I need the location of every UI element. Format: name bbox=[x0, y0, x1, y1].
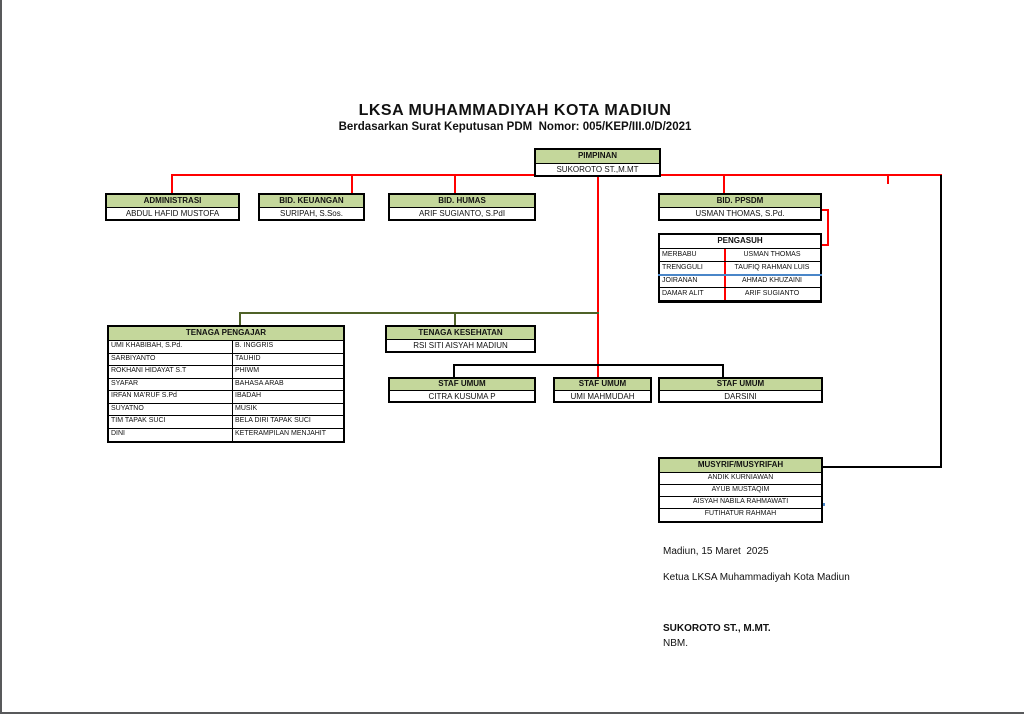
org-box-value: ABDUL HAFID MUSTOFA bbox=[125, 208, 220, 218]
connector-black-stub-staf1 bbox=[453, 364, 455, 378]
window-border-left bbox=[0, 0, 2, 714]
teacher-name: TIM TAPAK SUCI bbox=[111, 417, 166, 424]
org-box-header: BID. PPSDM bbox=[660, 195, 820, 208]
teacher-name: DINI bbox=[111, 429, 125, 437]
table-row bbox=[109, 341, 343, 354]
pengasuh-location: JOIRANAN bbox=[662, 277, 698, 284]
org-box-value: SUKOROTO ST.,M.MT bbox=[556, 164, 639, 174]
teacher-subject: BAHASA ARAB bbox=[232, 379, 343, 391]
org-box-keuangan bbox=[258, 193, 365, 221]
teacher-subject: PHIWM bbox=[232, 366, 343, 378]
org-box-administrasi bbox=[105, 193, 240, 221]
teacher-subject: B. INGGRIS bbox=[232, 341, 343, 353]
page-title: LKSA MUHAMMADIYAH KOTA MADIUN bbox=[358, 102, 672, 119]
org-box-pimpinan bbox=[534, 148, 661, 177]
org-box-value: SURIPAH, S.Sos. bbox=[280, 208, 343, 218]
table-row bbox=[660, 509, 821, 521]
connector-red-stub-keuangan bbox=[351, 174, 353, 193]
org-box-header: STAF UMUM bbox=[390, 379, 534, 391]
org-box-humas bbox=[388, 193, 536, 221]
org-box-value: RSI SITI AISYAH MADIUN bbox=[413, 340, 508, 350]
musyrif-name: AISYAH NABILA RAHMAWATI bbox=[692, 498, 789, 505]
pengasuh-name: USMAN THOMAS bbox=[724, 249, 818, 261]
teacher-name: ROKHANI HIDAYAT S.T bbox=[111, 367, 187, 374]
org-box-header: BID. KEUANGAN bbox=[260, 195, 363, 208]
pengasuh-name: AHMAD KHUZAINI bbox=[724, 275, 818, 287]
teacher-name: SARBIYANTO bbox=[111, 354, 156, 362]
table-row bbox=[660, 497, 821, 509]
table-row bbox=[109, 366, 343, 379]
connector-green-horizontal bbox=[239, 312, 599, 314]
musyrif-name: ANDIK KURNIAWAN bbox=[707, 474, 774, 481]
connector-red-stub-administrasi bbox=[171, 174, 173, 193]
signature-nbm: NBM. bbox=[663, 638, 688, 649]
signature-place-date: Madiun, 15 Maret 2025 bbox=[663, 546, 769, 557]
org-box-ppsdm bbox=[658, 193, 822, 221]
connector-black-staf-horizontal bbox=[453, 364, 724, 366]
org-box-header: STAF UMUM bbox=[555, 379, 650, 391]
pengasuh-name: ARIF SUGIANTO bbox=[724, 288, 818, 300]
teacher-subject: IBADAH bbox=[232, 391, 343, 403]
tenaga-pengajar-title: TENAGA PENGAJAR bbox=[109, 327, 343, 341]
page-subtitle: Berdasarkan Surat Keputusan PDM Nomor: 005/KEP/III.0/D/2021 bbox=[338, 121, 692, 133]
teacher-subject: TAUHID bbox=[232, 354, 343, 366]
org-box-staf-umum-1 bbox=[388, 377, 536, 403]
table-row bbox=[660, 485, 821, 497]
pengasuh-location: DAMAR ALIT bbox=[662, 290, 704, 297]
pengasuh-location: TRENGGULI bbox=[662, 264, 703, 271]
table-row bbox=[109, 391, 343, 404]
connector-black-stub-staf3 bbox=[722, 364, 724, 378]
connector-red-tick bbox=[887, 174, 889, 184]
musyrif-name: AYUB MUSTAQIM bbox=[711, 486, 770, 493]
table-row bbox=[660, 473, 821, 485]
connector-red-bracket-vertical bbox=[827, 209, 829, 246]
org-box-staf-umum-2 bbox=[553, 377, 652, 403]
blue-row-underline bbox=[658, 274, 822, 276]
org-box-value: USMAN THOMAS, S.Pd. bbox=[695, 208, 785, 218]
org-box-value: UMI MAHMUDAH bbox=[570, 391, 635, 401]
teacher-subject: BELA DIRI TAPAK SUCI bbox=[232, 416, 343, 428]
table-row bbox=[109, 404, 343, 417]
connector-green-stub-kesehatan bbox=[454, 312, 456, 326]
org-box-value: ARIF SUGIANTO, S.PdI bbox=[418, 208, 506, 218]
musyrif-table bbox=[658, 457, 823, 523]
org-box-header: PIMPINAN bbox=[536, 150, 659, 164]
connector-black-right-vertical bbox=[940, 175, 942, 468]
table-row bbox=[109, 354, 343, 367]
signature-role: Ketua LKSA Muhammadiyah Kota Madiun bbox=[663, 572, 850, 583]
org-box-tenaga-kesehatan bbox=[385, 325, 536, 353]
teacher-subject: MUSIK bbox=[232, 404, 343, 416]
connector-red-stub-ppsdm bbox=[723, 174, 725, 193]
pengasuh-table-title: PENGASUH bbox=[660, 235, 820, 249]
musyrif-table-title: MUSYRIF/MUSYRIFAH bbox=[660, 459, 821, 473]
table-row bbox=[109, 429, 343, 442]
table-row bbox=[109, 416, 343, 429]
teacher-name: IRFAN MA'RUF S.Pd bbox=[111, 392, 177, 399]
teacher-name: UMI KHABIBAH, S.Pd. bbox=[111, 342, 183, 349]
org-box-value: DARSINI bbox=[724, 391, 757, 401]
signature-name: SUKOROTO ST., M.MT. bbox=[663, 623, 771, 634]
table-row bbox=[660, 249, 820, 262]
pengasuh-location: MERBABU bbox=[662, 251, 697, 258]
org-box-header: STAF UMUM bbox=[660, 379, 821, 391]
pengasuh-name: TAUFIQ RAHMAN LUIS bbox=[724, 262, 818, 274]
connector-green-stub-pengajar bbox=[239, 312, 241, 326]
connector-black-musyrif-horizontal bbox=[823, 466, 942, 468]
table-row bbox=[660, 275, 820, 288]
org-box-header: ADMINISTRASI bbox=[107, 195, 238, 208]
connector-red-center-vertical bbox=[597, 176, 599, 377]
table-row bbox=[660, 288, 820, 301]
table-row bbox=[109, 379, 343, 392]
connector-red-bracket-bottom bbox=[822, 244, 829, 246]
teacher-name: SYAFAR bbox=[111, 379, 139, 387]
org-box-value: CITRA KUSUMA P bbox=[428, 391, 496, 401]
org-box-header: BID. HUMAS bbox=[390, 195, 534, 208]
pengasuh-table bbox=[658, 233, 822, 303]
connector-red-stub-humas bbox=[454, 174, 456, 193]
org-box-staf-umum-3 bbox=[658, 377, 823, 403]
teacher-name: SUYATNO bbox=[111, 404, 144, 412]
musyrif-name: FUTIHATUR RAHMAH bbox=[704, 510, 777, 517]
org-box-header: TENAGA KESEHATAN bbox=[387, 327, 534, 340]
teacher-subject: KETERAMPILAN MENJAHIT bbox=[232, 429, 343, 442]
tenaga-pengajar-table bbox=[107, 325, 345, 443]
